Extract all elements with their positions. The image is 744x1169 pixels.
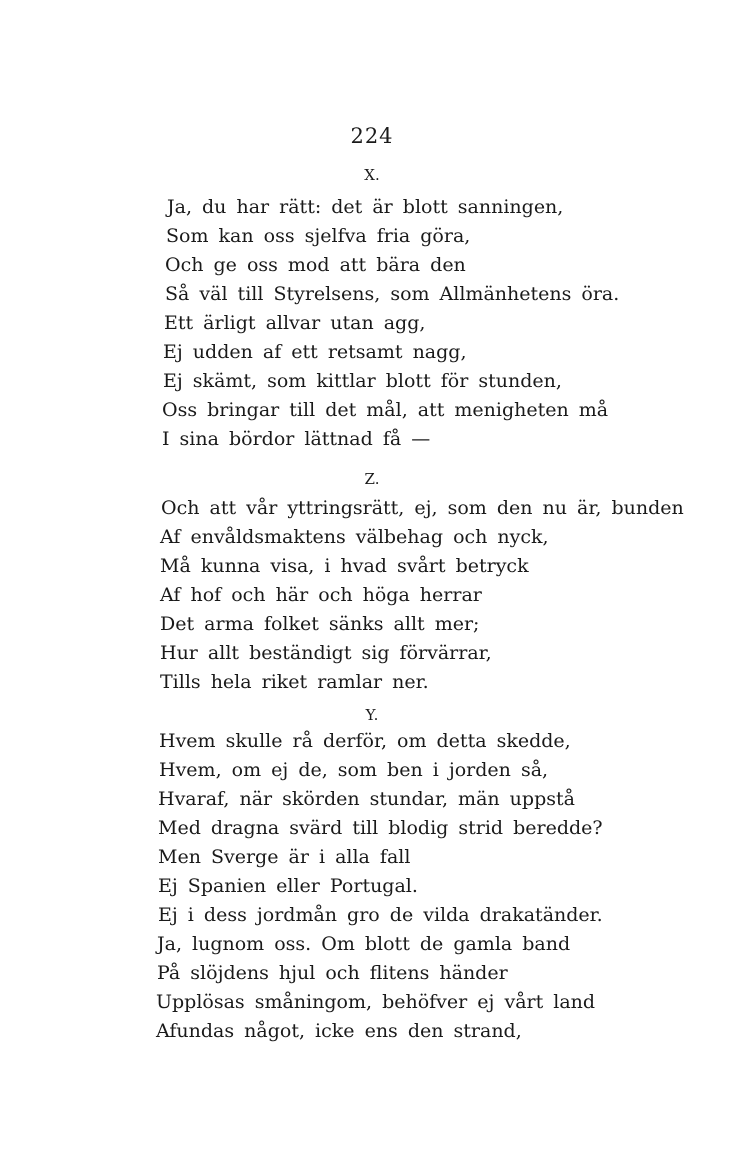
verse-line: Ej skämt, som kittlar blott för stunden, bbox=[163, 370, 562, 392]
verse-line: Oss bringar till det mål, att menigheten må bbox=[162, 399, 609, 421]
verse-line: Som kan oss sjelfva fria göra, bbox=[166, 225, 471, 247]
page-number: 224 bbox=[350, 124, 394, 148]
verse-line: Det arma folket sänks allt mer; bbox=[160, 613, 480, 635]
verse-line: Och att vår yttringsrätt, ej, som den nu är, bunden bbox=[161, 497, 684, 519]
verse-line: Hvem, om ej de, som ben i jorden så, bbox=[159, 759, 549, 781]
stanza-heading-x: X. bbox=[364, 166, 380, 184]
verse-line: Afundas något, icke ens den strand, bbox=[156, 1020, 522, 1042]
verse-line: Hur allt beständigt sig förvärrar, bbox=[160, 642, 492, 664]
stanza-heading-y: Y. bbox=[365, 706, 379, 724]
verse-line: I sina bördor lättnad få — bbox=[162, 428, 431, 450]
verse-line: Må kunna visa, i hvad svårt betryck bbox=[160, 555, 529, 577]
verse-line: Tills hela riket ramlar ner. bbox=[160, 671, 429, 693]
verse-line: Och ge oss mod att bära den bbox=[165, 254, 466, 276]
verse-line: Ej i dess jordmån gro de vilda drakatänder. bbox=[158, 904, 603, 926]
verse-line: Ej udden af ett retsamt nagg, bbox=[163, 341, 467, 363]
stanza-heading-z: Z. bbox=[364, 470, 380, 488]
verse-line: Ja, lugnom oss. Om blott de gamla band bbox=[157, 933, 571, 955]
verse-line: Ett ärligt allvar utan agg, bbox=[164, 312, 426, 334]
verse-line: Ej Spanien eller Portugal. bbox=[158, 875, 418, 897]
verse-line: Så väl till Styrelsens, som Allmänhetens öra. bbox=[165, 283, 620, 305]
verse-line: Af hof och här och höga herrar bbox=[160, 584, 482, 606]
verse-line: Med dragna svärd till blodig strid beredde? bbox=[158, 817, 603, 839]
verse-line: Upplösas småningom, behöfver ej vårt land bbox=[156, 991, 596, 1013]
verse-line: Hvaraf, när skörden stundar, män uppstå bbox=[158, 788, 575, 810]
verse-line: Hvem skulle rå derför, om detta skedde, bbox=[159, 730, 571, 752]
verse-line: På slöjdens hjul och flitens händer bbox=[157, 962, 508, 984]
verse-line: Af envåldsmaktens välbehag och nyck, bbox=[160, 526, 549, 548]
verse-line: Men Sverge är i alla fall bbox=[158, 846, 411, 868]
verse-line: Ja, du har rätt: det är blott sanningen, bbox=[167, 196, 564, 218]
